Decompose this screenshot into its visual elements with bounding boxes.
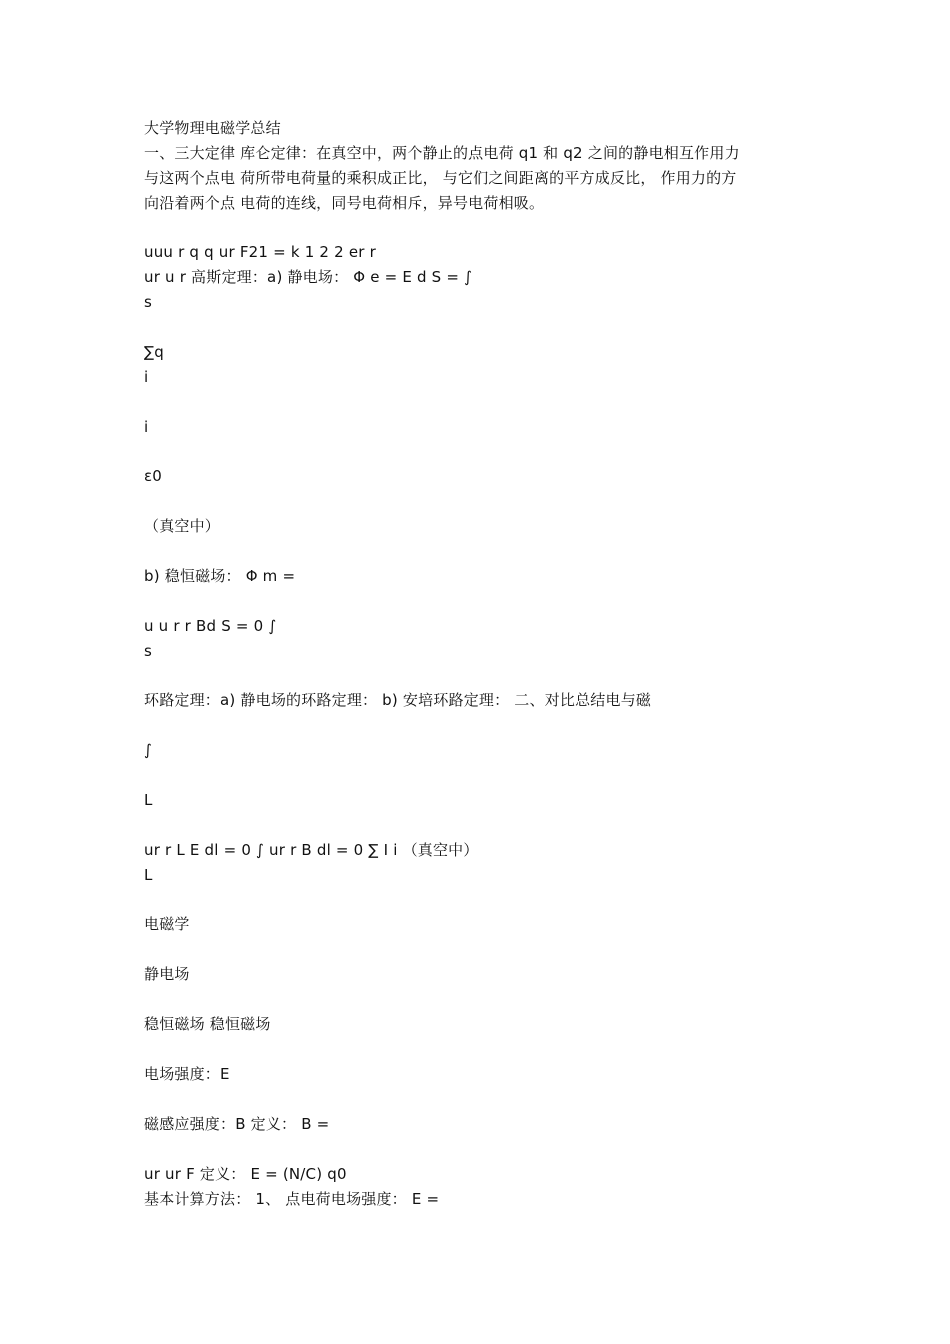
formula-line: ur r L E dl = 0 ∫ ur r B dl = 0 ∑ I i （真空中） [144,841,479,859]
text-line: 基本计算方法： 1、 点电荷电场强度： E = [144,1190,440,1208]
formula-fragment: ∫ [144,741,153,759]
text-line: 稳恒磁场 稳恒磁场 [144,1015,271,1033]
text-line: 与这两个点电 荷所带电荷量的乘积成正比， 与它们之间距离的平方成反比， 作用力的方 [144,169,737,187]
formula-fragment: L [144,791,153,809]
formula-fragment: s [144,293,153,311]
formula-fragment: L [144,866,153,884]
text-line: b) 稳恒磁场： Φ m = [144,567,296,585]
formula-line: u u r r Bd S = 0 ∫ [144,617,277,635]
text-line: 一、三大定律 库仑定律：在真空中，两个静止的点电荷 q1 和 q2 之间的静电相互作用力 [144,144,740,162]
formula-line: uuu r q q ur F21 = k 1 2 2 er r [144,243,376,261]
text-line: ur u r 高斯定理：a) 静电场： Φ e = E d S = ∫ [144,268,473,286]
text-line: 环路定理：a) 静电场的环路定理： b) 安培环路定理： 二、对比总结电与磁 [144,691,652,709]
formula-fragment: s [144,642,153,660]
text-line: 静电场 [144,965,190,983]
text-line: （真空中） [144,517,221,535]
formula-fragment: i [144,368,149,386]
text-line: 电场强度：E [144,1065,230,1083]
formula-fragment: ∑q [144,343,165,361]
formula-fragment: ε0 [144,467,163,485]
formula-fragment: i [144,418,149,436]
text-line: 电磁学 [144,915,190,933]
text-line: 向沿着两个点 电荷的连线，同号电荷相斥，异号电荷相吸。 [144,194,545,212]
formula-line: ur ur F 定义： E = (N/C) q0 [144,1165,347,1183]
document-title: 大学物理电磁学总结 [144,119,281,137]
text-line: 磁感应强度：B 定义： B = [144,1115,330,1133]
